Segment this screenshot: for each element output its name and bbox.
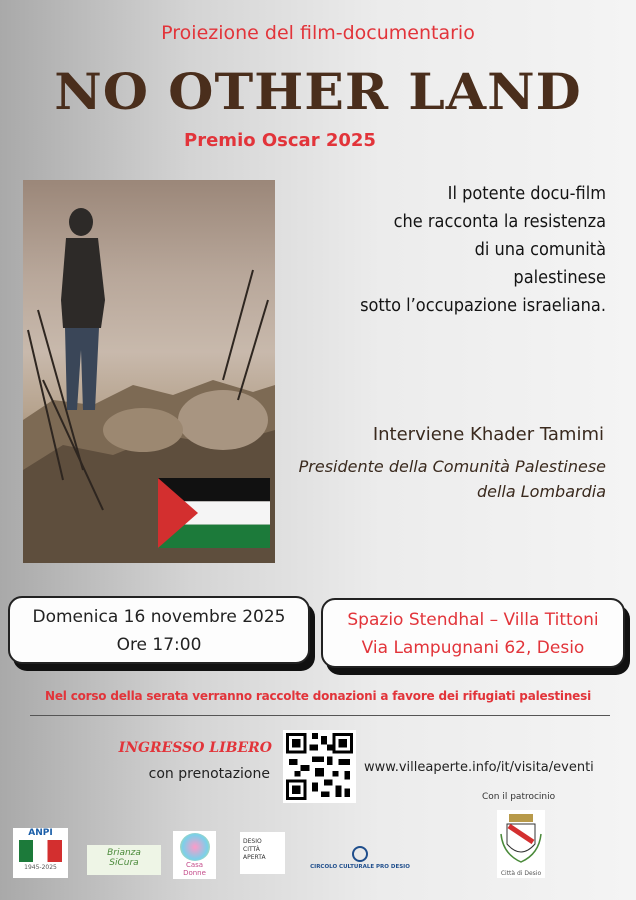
- anpi-years: 1945-2025: [24, 864, 57, 871]
- desio-logo-text: CITTÀ: [243, 846, 260, 853]
- event-address: Via Lampugnani 62, Desio: [361, 638, 585, 658]
- venue-box: [321, 598, 625, 668]
- brianza-logo-text: SiCura: [109, 858, 139, 868]
- film-title: NO OTHER LAND: [54, 63, 582, 122]
- desio-label: Città di Desio: [500, 870, 542, 877]
- citta-di-desio-logo: [497, 810, 545, 878]
- description-line: che racconta la resistenza: [393, 211, 606, 232]
- award-label: Premio Oscar 2025: [184, 130, 376, 151]
- speaker-role-line: Presidente della Comunità Palestinese: [298, 457, 606, 476]
- anpi-flag-mark: [19, 840, 62, 862]
- speaker-name: Interviene Khader Tamimi: [372, 424, 604, 445]
- event-venue: Spazio Stendhal – Villa Tittoni: [347, 610, 599, 630]
- booking-label: con prenotazione: [148, 766, 270, 782]
- donations-note: Nel corso della serata verranno raccolte donazioni a favore dei rifugiati palestinesi: [45, 689, 591, 703]
- description-line: palestinese: [513, 267, 606, 288]
- brianza-logo-text: Brianza: [107, 848, 141, 858]
- desio-crest-icon: [497, 810, 545, 866]
- desio-citta-aperta-logo: [240, 832, 285, 874]
- desio-logo-text: DESIO: [243, 838, 262, 845]
- casa-donne-mark: [180, 833, 210, 861]
- casa-logo-text: Donne: [183, 869, 206, 877]
- date-box: [8, 596, 310, 664]
- divider: [30, 715, 610, 716]
- casa-logo-text: Casa: [185, 861, 204, 869]
- description-line: di una comunità: [474, 239, 606, 260]
- palestine-flag: [158, 478, 270, 548]
- casa-donne-logo: [173, 831, 216, 879]
- film-still-photo: [23, 180, 275, 563]
- anpi-logo-text: ANPI: [28, 828, 53, 838]
- patronage-label: Con il patrocinio: [482, 792, 556, 802]
- event-time: Ore 17:00: [116, 635, 202, 655]
- booking-url[interactable]: www.villeaperte.info/it/visita/eventi: [364, 760, 594, 775]
- description-line: Il potente docu-film: [447, 183, 606, 204]
- speaker-role-line: della Lombardia: [476, 482, 606, 501]
- free-entry-label: INGRESSO LIBERO: [118, 740, 272, 756]
- circolo-culturale-logo: [310, 846, 410, 876]
- desio-logo-text: APERTA: [243, 854, 266, 861]
- speaker-role: [299, 454, 606, 504]
- circolo-text: CIRCOLO CULTURALE PRO DESIO: [310, 864, 410, 870]
- film-description: [246, 180, 606, 320]
- event-date: Domenica 16 novembre 2025: [32, 607, 286, 627]
- qr-code[interactable]: [283, 730, 356, 803]
- anpi-logo: [13, 828, 68, 878]
- description-line: sotto l’occupazione israeliana.: [360, 295, 606, 316]
- screening-subtitle: Proiezione del film-documentario: [161, 22, 475, 44]
- circolo-icon: [352, 846, 368, 862]
- brianza-sicura-logo: [87, 845, 161, 875]
